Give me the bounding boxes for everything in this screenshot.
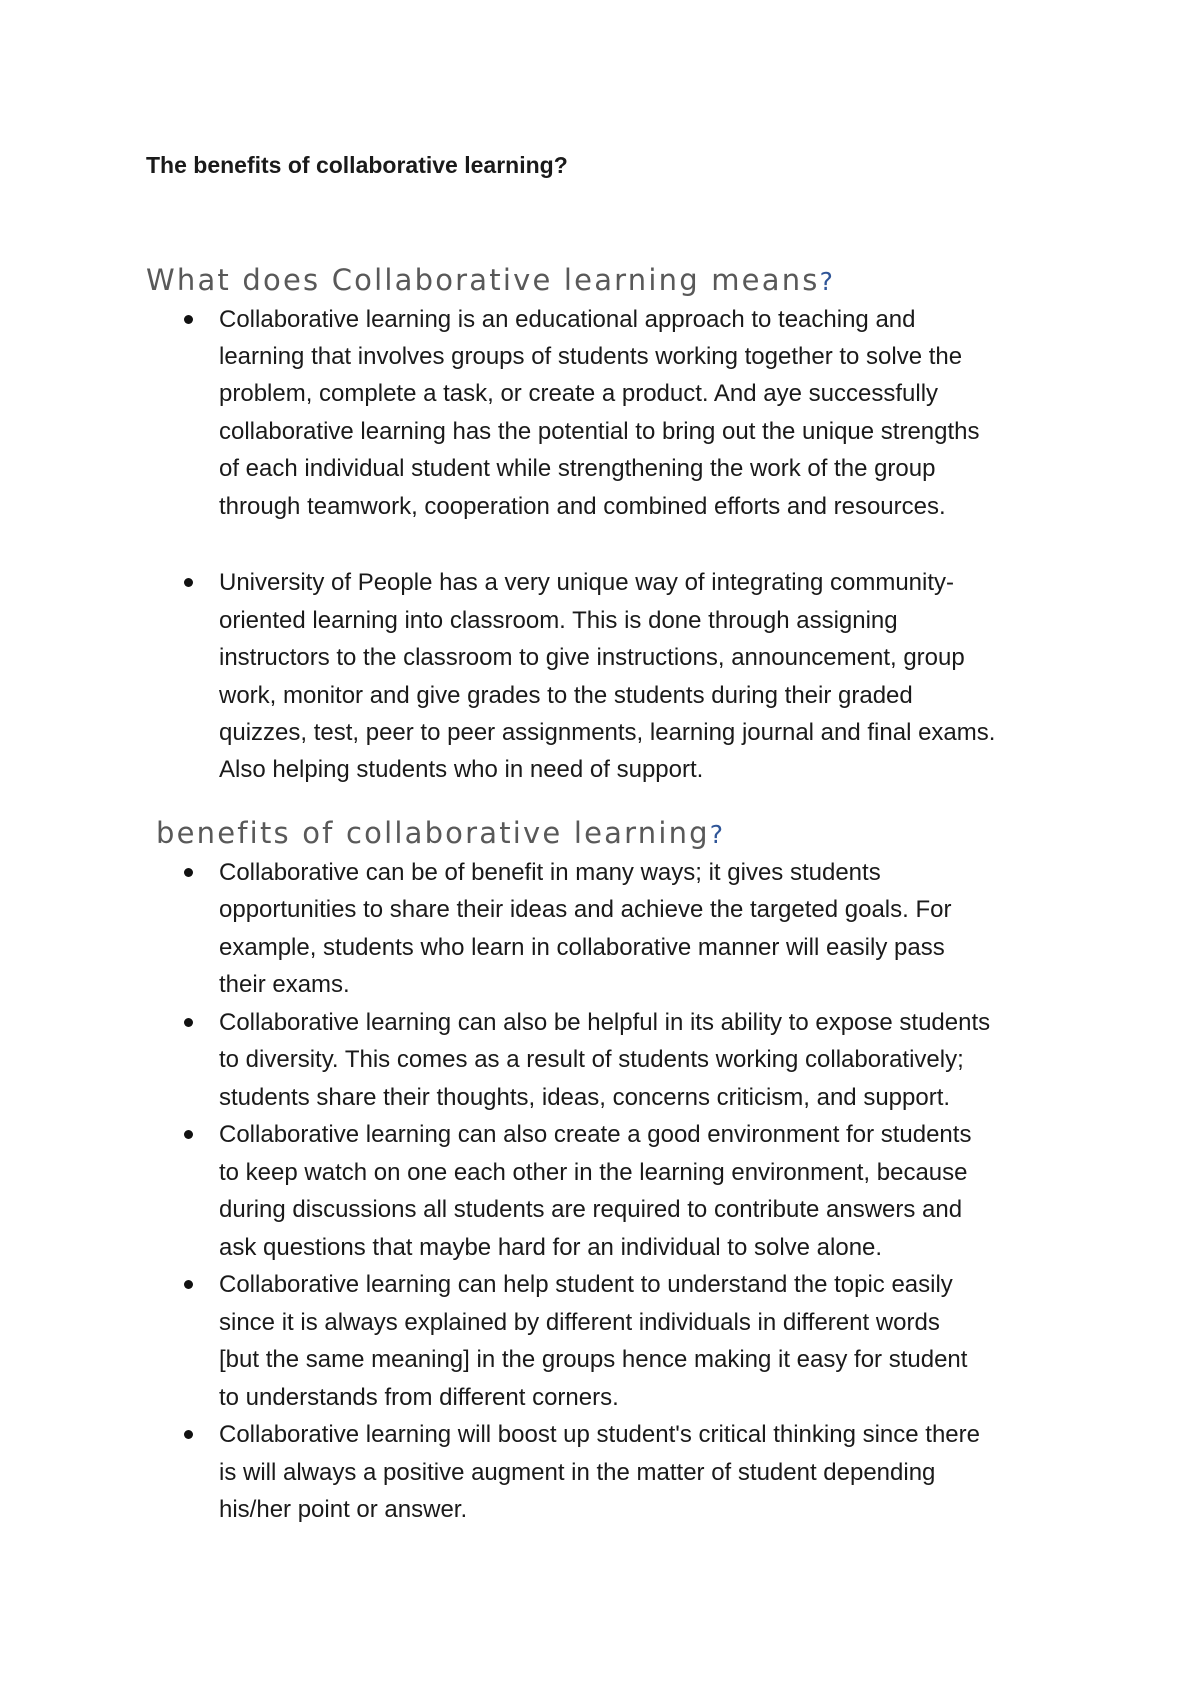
paragraph-line: students share their thoughts, ideas, concerns criticism, and support.	[219, 1084, 951, 1111]
paragraph-line: instructors to the classroom to give instructions, announcement, group	[219, 644, 965, 671]
paragraph-line: to diversity. This comes as a result of students working collaboratively;	[219, 1046, 964, 1073]
paragraph-line: opportunities to share their ideas and achieve the targeted goals. For	[219, 896, 952, 923]
paragraph-line: their exams.	[219, 971, 350, 998]
section-heading-question-mark: ?	[709, 820, 726, 849]
section-heading-what-is	[146, 258, 835, 304]
paragraph-line: his/her point or answer.	[219, 1496, 468, 1523]
paragraph-line: of each individual student while strengthening the work of the group	[219, 455, 936, 482]
paragraph-line: learning that involves groups of students working together to solve the	[219, 343, 963, 370]
bullet-dot-icon	[184, 1018, 193, 1027]
bullet-dot-icon	[184, 578, 193, 587]
section-heading-benefits	[156, 811, 725, 857]
section-heading-question-mark: ?	[819, 267, 836, 296]
paragraph-line: work, monitor and give grades to the students during their graded	[219, 682, 913, 709]
paragraph-line: University of People has a very unique way of integrating community-	[219, 569, 955, 596]
bullet-dot-icon	[184, 315, 193, 324]
paragraph-line: oriented learning into classroom. This is done through assigning	[219, 607, 898, 634]
paragraph-line: during discussions all students are required to contribute answers and	[219, 1196, 963, 1223]
paragraph-line: Collaborative learning will boost up student's critical thinking since there	[219, 1421, 980, 1448]
paragraph-line: problem, complete a task, or create a product. And aye successfully	[219, 380, 939, 407]
paragraph-line: Collaborative learning can also create a good environment for students	[219, 1121, 972, 1148]
paragraph-line: Collaborative learning can help student to understand the topic easily	[219, 1271, 953, 1298]
paragraph-line: is will always a positive augment in the matter of student depending	[219, 1459, 936, 1486]
paragraph-line: Also helping students who in need of support.	[219, 756, 704, 783]
bullet-dot-icon	[184, 1130, 193, 1139]
paragraph-line: collaborative learning has the potential to bring out the unique strengths	[219, 418, 980, 445]
section-heading-text: benefits of collaborative learning	[156, 816, 710, 850]
paragraph-line: ask questions that maybe hard for an individual to solve alone.	[219, 1234, 883, 1261]
paragraph-line: quizzes, test, peer to peer assignments, learning journal and final exams.	[219, 719, 996, 746]
paragraph-line: to understands from different corners.	[219, 1384, 619, 1411]
document-title: The benefits of collaborative learning?	[146, 152, 568, 178]
bullet-dot-icon	[184, 1280, 193, 1289]
paragraph-line: example, students who learn in collaborative manner will easily pass	[219, 934, 945, 961]
section-heading-text: What does Collaborative learning means	[146, 263, 820, 297]
paragraph-line: to keep watch on one each other in the learning environment, because	[219, 1159, 968, 1186]
bullet-dot-icon	[184, 868, 193, 877]
paragraph-line: Collaborative can be of benefit in many ways; it gives students	[219, 859, 881, 886]
paragraph-line: Collaborative learning can also be helpful in its ability to expose students	[219, 1009, 991, 1036]
paragraph-line: Collaborative learning is an educational approach to teaching and	[219, 306, 916, 333]
paragraph-line: through teamwork, cooperation and combined efforts and resources.	[219, 493, 946, 520]
paragraph-line: [but the same meaning] in the groups hence making it easy for student	[219, 1346, 968, 1373]
paragraph-line: since it is always explained by different individuals in different words	[219, 1309, 940, 1336]
bullet-dot-icon	[184, 1430, 193, 1439]
